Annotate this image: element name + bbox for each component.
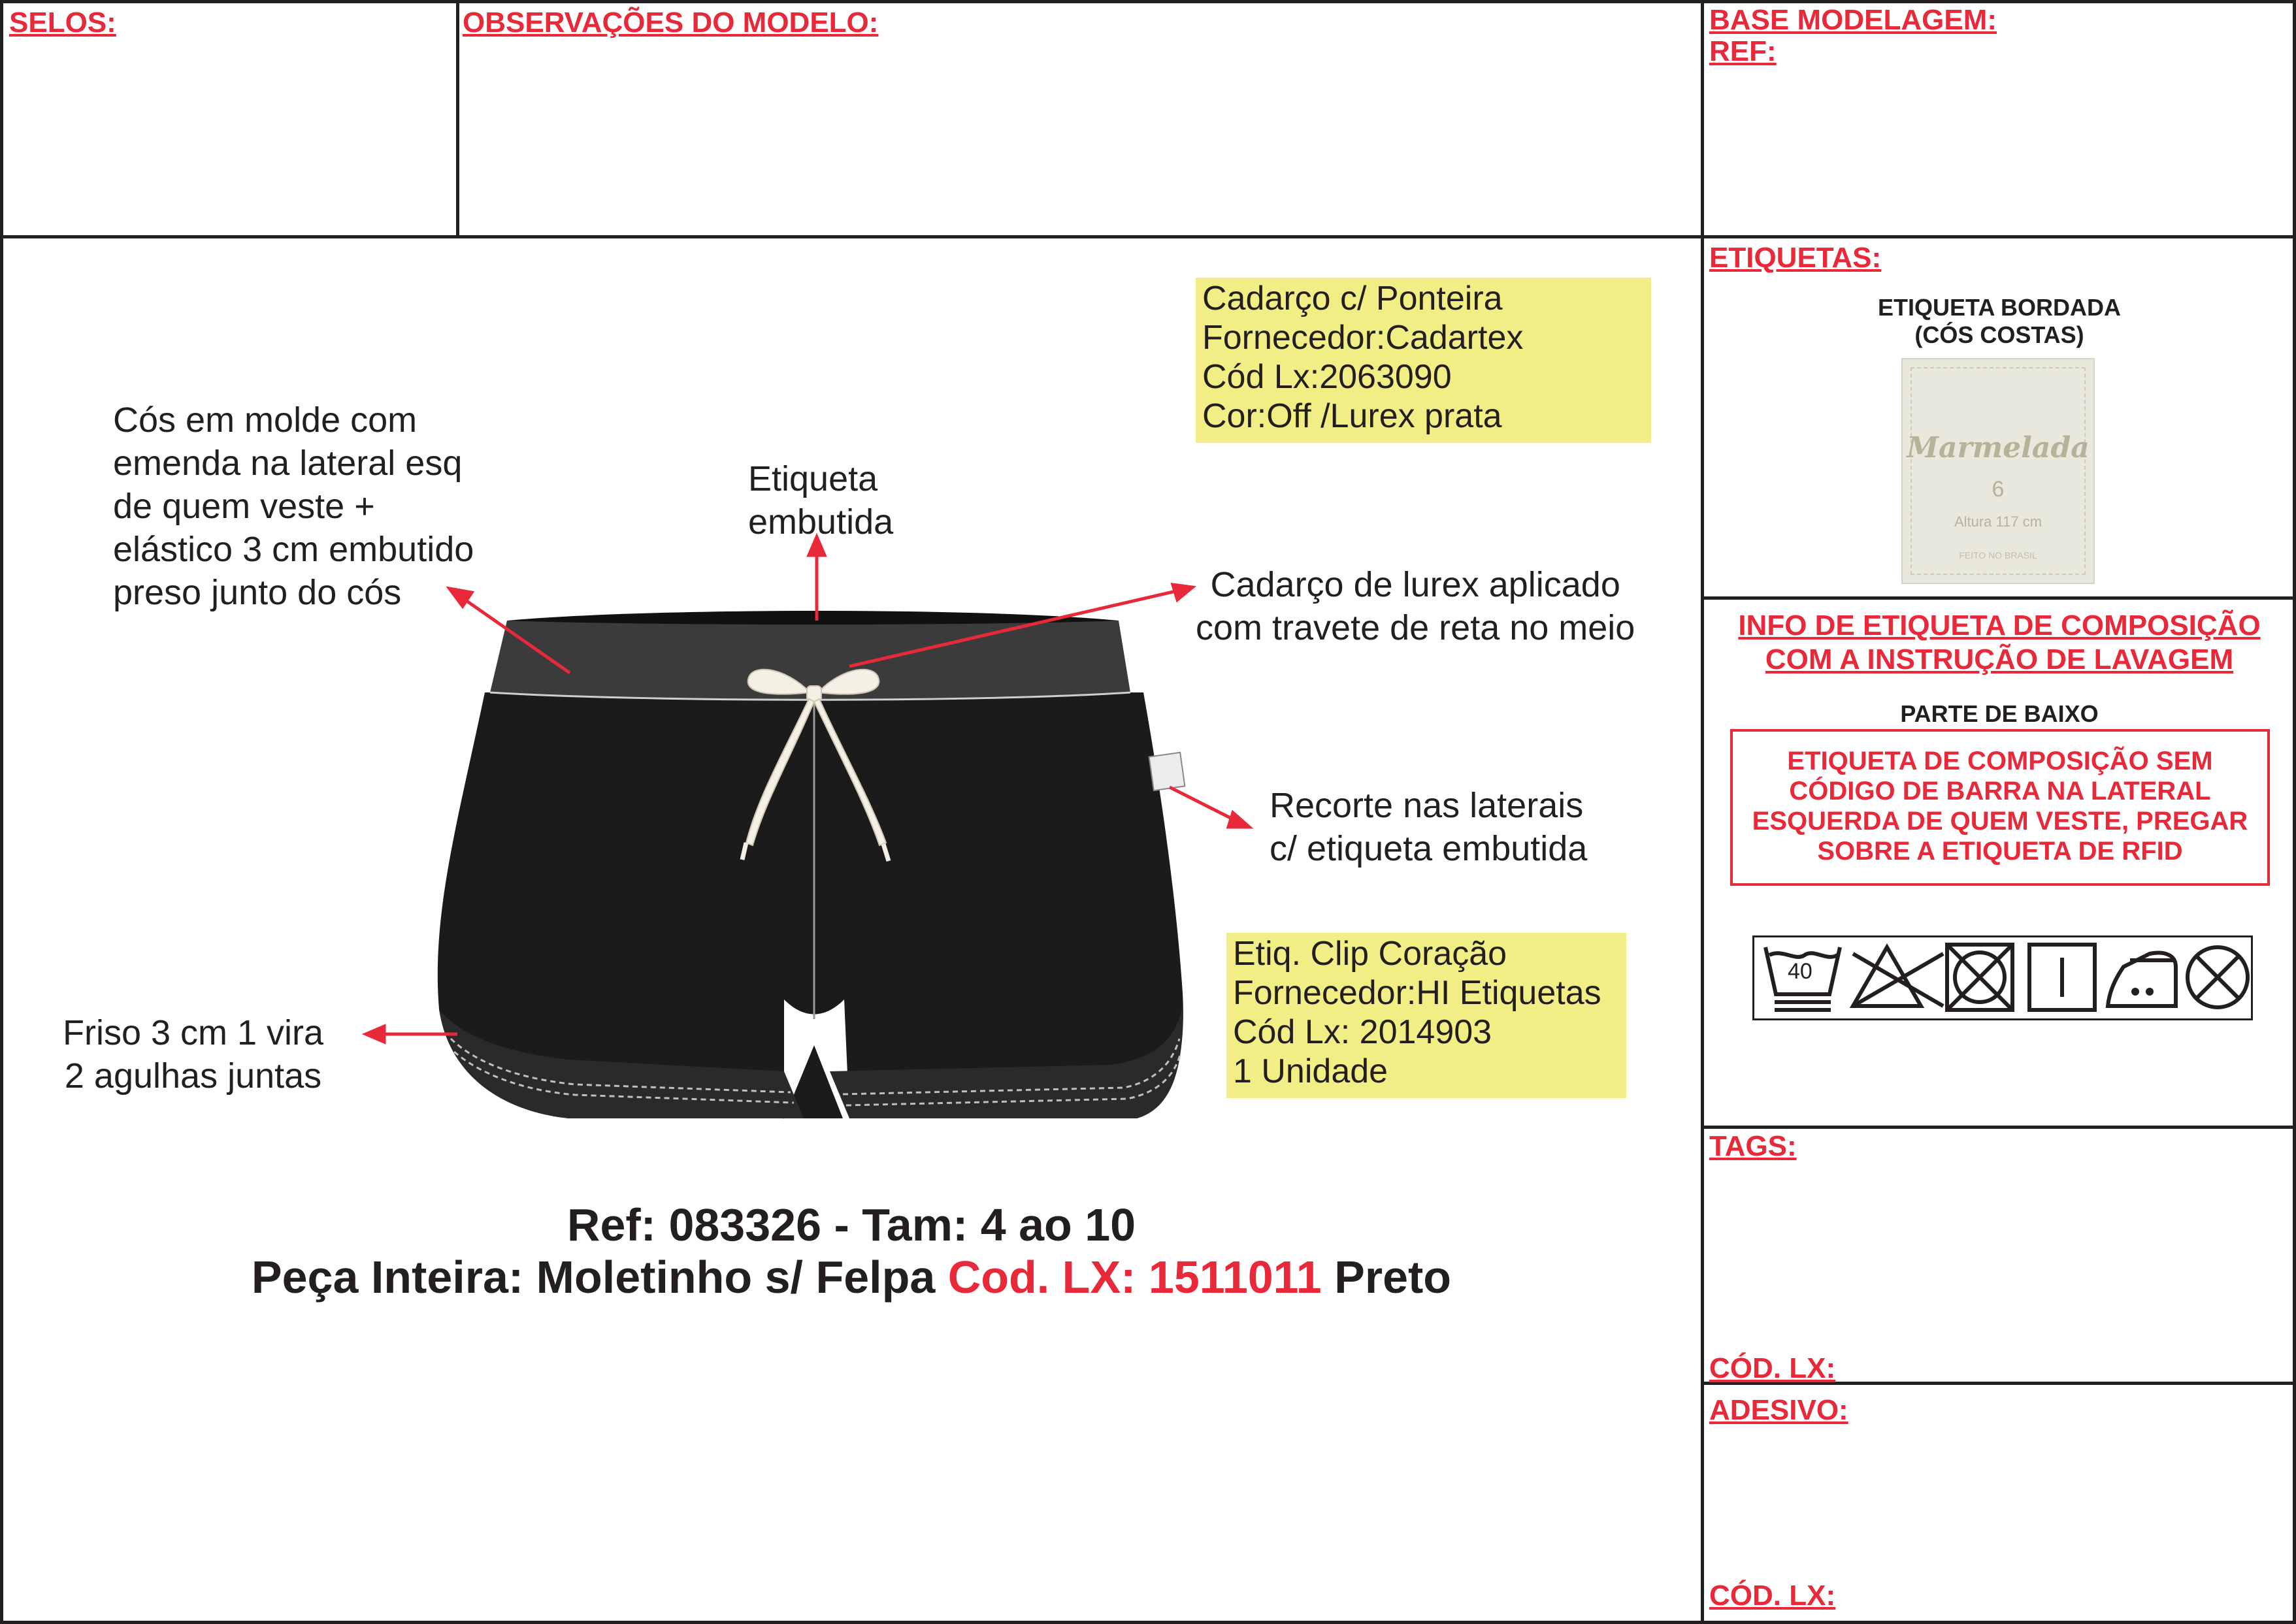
cadarco-info-box: Cadarço c/ Ponteira Fornecedor:Cadartex Cód Lx:2063090 Cor:Off /Lurex prata — [1196, 278, 1651, 443]
iron-medium-icon — [2108, 953, 2176, 1006]
note-friso: Friso 3 cm 1 vira 2 agulhas juntas — [63, 1013, 324, 1096]
label-made-in: FEITO NO BRASIL — [1959, 550, 2037, 560]
note-cadarco-lurex: Cadarço de lurex aplicado com travete de reta no meio — [1196, 565, 1635, 647]
note-etiqueta-embutida: Etiqueta embutida — [748, 459, 894, 542]
peca-prefix: Peça Inteira: Moletinho s/ Felpa — [251, 1252, 948, 1303]
clip-info-box: Etiq. Clip Coração Fornecedor:HI Etiquetas Cód Lx: 2014903 1 Unidade — [1226, 933, 1626, 1098]
label-height: Altura 117 cm — [1954, 513, 2042, 530]
selos-label: SELOS: — [9, 7, 116, 39]
info-title: INFO DE ETIQUETA DE COMPOSIÇÃO COM A INSTRUÇÃO DE LAVAGEM — [1738, 609, 2261, 675]
ref-line: Ref: 083326 - Tam: 4 ao 10 — [566, 1199, 1136, 1250]
label-brand: Marmelada — [1907, 431, 2090, 464]
no-tumble-dry-icon — [1947, 945, 2012, 1010]
no-dry-clean-icon — [2188, 947, 2248, 1007]
cod-lx-label-2: CÓD. LX: — [1709, 1580, 1836, 1612]
cod-lx-label-1: CÓD. LX: — [1709, 1352, 1836, 1384]
parte-de-baixo: PARTE DE BAIXO — [1900, 700, 2099, 727]
adesivo-label: ADESIVO: — [1709, 1394, 1848, 1426]
peca-suffix: Preto — [1321, 1252, 1452, 1303]
wash-temp: 40 — [1788, 959, 1812, 984]
note-cos: Cós em molde com emenda na lateral esq de quem veste + elástico 3 cm embutido preso junto do cós — [113, 400, 474, 612]
etiquetas-label: ETIQUETAS: — [1709, 242, 1882, 274]
note-recorte: Recorte nas laterais c/ etiqueta embutida — [1270, 786, 1588, 868]
observacoes-label: OBSERVAÇÕES DO MODELO: — [463, 7, 879, 39]
tags-label: TAGS: — [1709, 1130, 1797, 1162]
base-modelagem-label: BASE MODELAGEM: — [1709, 4, 1997, 36]
line-dry-icon — [2029, 945, 2095, 1010]
ref-label: REF: — [1709, 35, 1777, 67]
no-bleach-icon — [1853, 947, 1943, 1006]
label-size: 6 — [1992, 477, 2005, 502]
composicao-box: ETIQUETA DE COMPOSIÇÃO SEM CÓDIGO DE BARRA NA LATERAL ESQUERDA DE QUEM VESTE, PREGAR SOBRE A ETIQUETA DE RFID — [1730, 729, 2270, 886]
etiqueta-bordada-title: ETIQUETA BORDADA (CÓS COSTAS) — [1878, 294, 2121, 348]
peca-code: Cod. LX: 1511011 — [947, 1252, 1322, 1303]
